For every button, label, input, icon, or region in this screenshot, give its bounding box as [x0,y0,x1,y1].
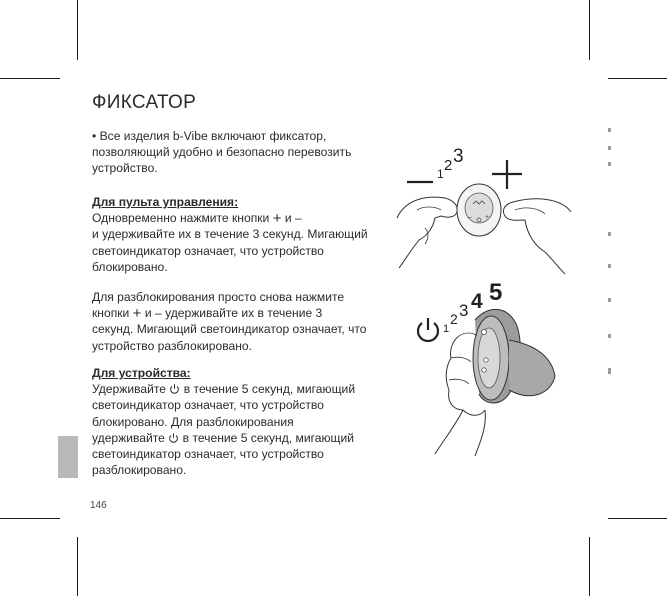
adjacent-page-bleed [608,232,611,236]
remote-lock-line [92,210,382,226]
adjacent-page-bleed [608,162,611,166]
adjacent-page-bleed [608,368,611,374]
device-heading: Для устройства: [92,366,191,380]
crop-mark [589,0,590,60]
minus-symbol: – [154,306,162,321]
page-title: ФИКСАТОР [92,92,197,113]
remote-unlock-text-2: удерживайте их в течение 3 [165,306,323,321]
remote-unlock-conj: и [144,306,152,321]
crop-mark [589,537,590,596]
device-lock-rest: светоиндикатор означает, что устройство блокировано. Для разблокирования [92,398,324,429]
remote-unlock-rest: секунд. Мигающий светоиндикатор означает, что устройство разблокировано. [92,322,367,353]
remote-lock-rest: и удерживайте их в течение 3 секунд. Мигающий светоиндикатор означает, что устройство блокировано. [92,227,368,274]
device-unlock-line [92,430,382,446]
svg-text:+: + [485,214,490,221]
crop-mark [77,0,78,60]
minus-symbol: – [294,211,302,226]
page-number: 146 [90,500,107,511]
remote-illustration [395,140,575,280]
adjacent-page-bleed [608,128,611,132]
device-unlock-text-2: в течение 5 секунд, мигающий [182,430,354,445]
remote-unlock-text: кнопки [92,306,130,321]
plus-symbol: + [132,305,142,323]
device-unlock-text: удерживайте [92,430,165,445]
remote-unlock [92,289,382,354]
plus-symbol: + [272,210,282,228]
adjacent-page-bleed [608,298,611,302]
crop-mark [77,537,78,596]
adjacent-page-bleed [608,264,611,268]
remote-unlock-line1: Для разблокирования просто снова нажмите [92,290,345,304]
crop-mark [0,78,60,79]
count-label: 3 [453,146,464,167]
count-label: 1 [437,167,444,181]
remote-lock-conj: и [284,211,292,226]
power-icon [169,383,180,395]
svg-text:–: – [468,214,472,221]
section-tab [58,436,78,478]
count-label: 2 [450,311,458,327]
remote-unlock-line2 [92,305,382,321]
intro-paragraph: • Все изделия b-Vibe включают фиксатор, позволяющий удобно и безопасно перевозить устройство. [92,129,352,176]
power-icon [168,432,179,444]
power-icon [418,318,438,341]
count-label: 3 [459,301,469,320]
device-unlock-rest: светоиндикатор означает, что устройство разблокировано. [92,447,324,478]
crop-mark [608,518,667,519]
count-label: 5 [489,279,503,306]
device-lock-text-2: в течение 5 секунд, мигающий [183,382,356,397]
crop-mark [608,78,667,79]
remote-lock-text: Одновременно нажмите кнопки [92,211,270,226]
count-label: 1 [443,323,450,335]
remote-section [92,194,382,275]
device-lock-line [92,381,382,397]
crop-mark [0,518,60,519]
device-illustration [405,270,575,460]
adjacent-page-bleed [608,146,611,150]
device-lock-text: Удерживайте [92,382,166,397]
adjacent-page-bleed [608,334,611,338]
device-section [92,365,382,478]
count-label: 2 [444,157,453,174]
remote-heading: Для пульта управления: [92,195,239,209]
count-label: 4 [471,290,483,313]
